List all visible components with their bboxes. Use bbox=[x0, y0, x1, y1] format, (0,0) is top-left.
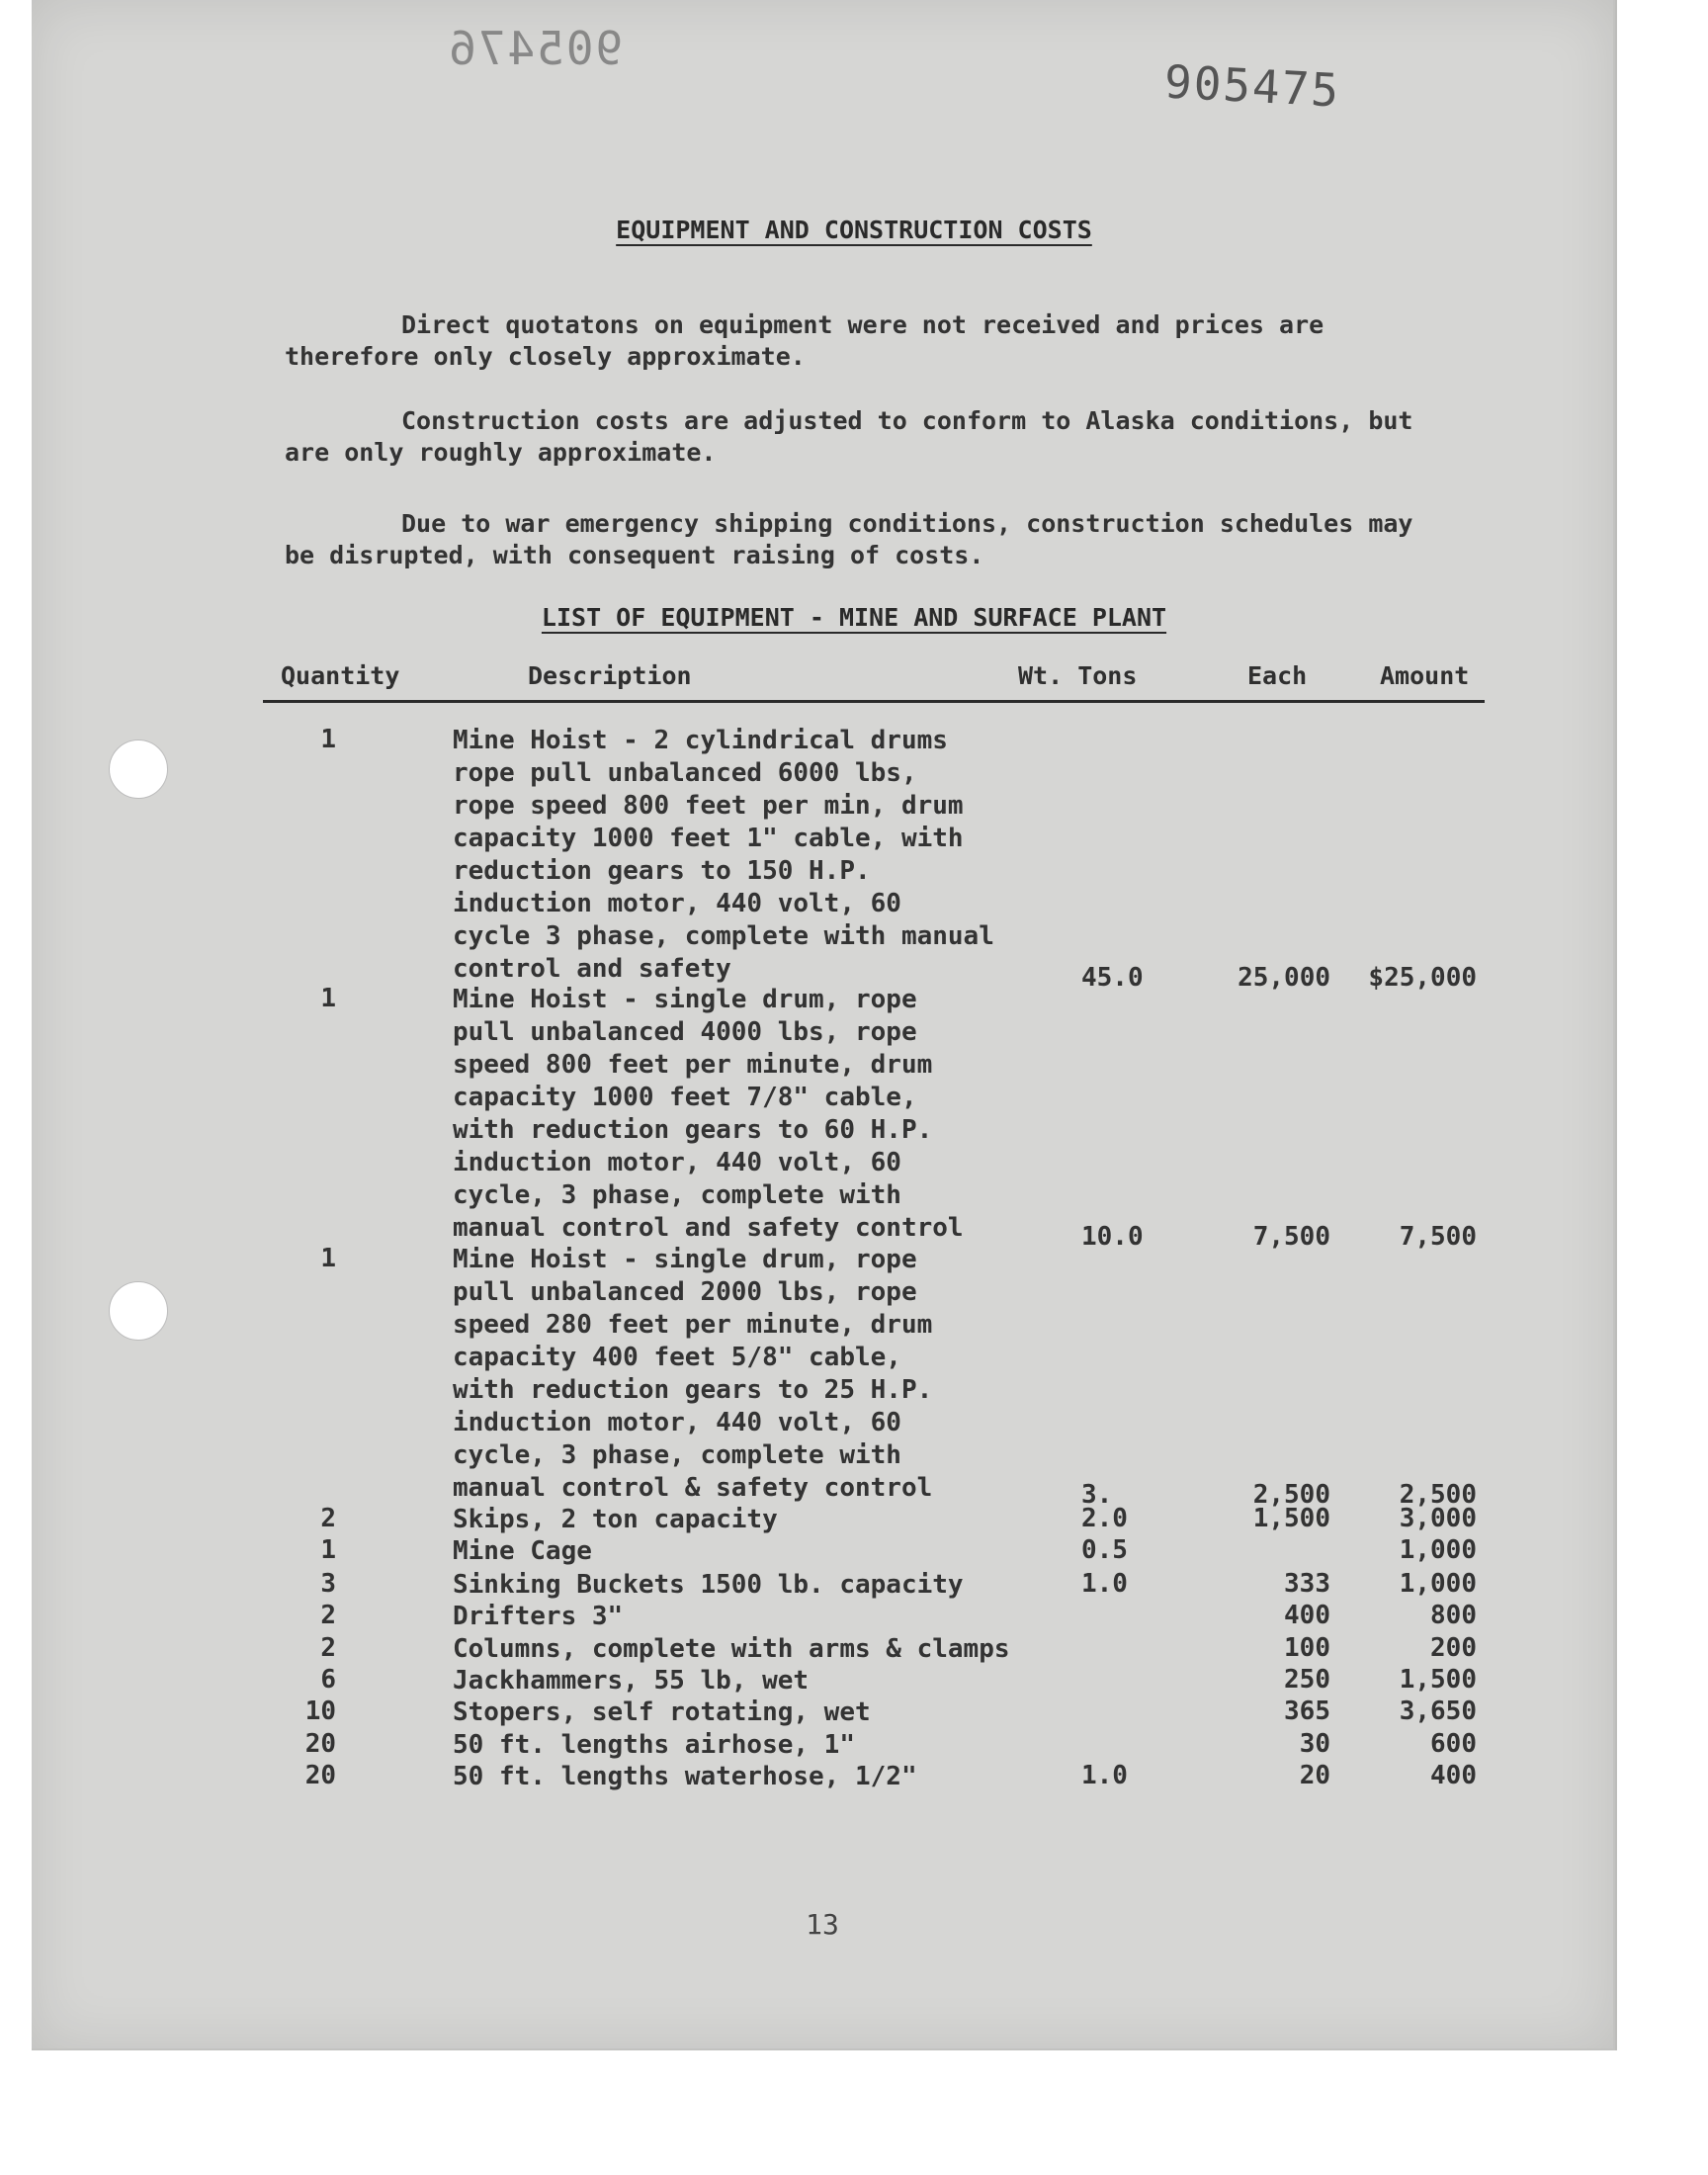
item-weight: 3. bbox=[1081, 1480, 1113, 1510]
item-each-price: 250 bbox=[1284, 1665, 1330, 1695]
item-quantity: 6 bbox=[320, 1665, 336, 1695]
item-description: Stopers, self rotating, wet bbox=[453, 1697, 871, 1727]
item-weight: 1.0 bbox=[1081, 1761, 1128, 1790]
item-amount: 1,500 bbox=[1399, 1665, 1477, 1695]
item-description: Mine Hoist - single drum, rope pull unbalanced 4000 lbs, rope speed 800 feet per minute, drum capacity 1000 feet 7/8" cable, with reduction gears to 60 H.P. induction motor, 440 volt, 60 cycle, 3 phase, complete with manual control and safety control bbox=[453, 985, 964, 1243]
item-description: Jackhammers, 55 lb, wet bbox=[453, 1666, 810, 1696]
item-each-price: 365 bbox=[1284, 1696, 1330, 1726]
item-description: Mine Hoist - 2 cylindrical drums rope pull unbalanced 6000 lbs, rope speed 800 feet per min, drum capacity 1000 feet 1" cable, with reduction gears to 150 H.P. induction motor, 440 volt, 60 cycle 3 phase, complete with manual control and safety bbox=[453, 726, 994, 984]
list-title: LIST OF EQUIPMENT - MINE AND SURFACE PLANT bbox=[541, 603, 1167, 632]
item-weight: 1.0 bbox=[1081, 1569, 1128, 1599]
item-quantity: 1 bbox=[320, 1244, 336, 1273]
header-amount: Amount bbox=[1380, 661, 1470, 690]
item-amount: 400 bbox=[1430, 1761, 1477, 1790]
item-each-price: 25,000 bbox=[1238, 963, 1330, 993]
item-amount: 3,650 bbox=[1399, 1696, 1477, 1726]
item-weight: 0.5 bbox=[1081, 1535, 1128, 1565]
item-quantity: 1 bbox=[320, 725, 336, 754]
header-each: Each bbox=[1247, 661, 1308, 690]
item-amount: 2,500 bbox=[1399, 1480, 1477, 1510]
item-quantity: 1 bbox=[320, 1535, 336, 1565]
binder-hole-top bbox=[109, 740, 168, 799]
item-amount: 800 bbox=[1430, 1601, 1477, 1630]
item-amount: 600 bbox=[1430, 1729, 1477, 1759]
item-each-price: 1,500 bbox=[1252, 1504, 1330, 1533]
item-quantity: 20 bbox=[304, 1729, 336, 1759]
item-description: Columns, complete with arms & clamps bbox=[453, 1634, 1010, 1664]
item-each-price: 20 bbox=[1299, 1761, 1330, 1790]
paragraph-construction bbox=[285, 405, 1441, 469]
page-title: EQUIPMENT AND CONSTRUCTION COSTS bbox=[616, 216, 1092, 244]
header-quantity: Quantity bbox=[281, 661, 400, 690]
item-weight: 2.0 bbox=[1081, 1504, 1128, 1533]
item-description: Mine Hoist - single drum, rope pull unbalanced 2000 lbs, rope speed 280 feet per minute, drum capacity 400 feet 5/8" cable, with reduction gears to 25 H.P. induction motor, 440 volt, 60 cycle, 3 phase, complete with manual control & safety control bbox=[453, 1245, 933, 1503]
item-amount: 7,500 bbox=[1399, 1222, 1477, 1252]
item-description: Drifters 3" bbox=[453, 1602, 624, 1631]
paragraph-quotations bbox=[285, 309, 1441, 373]
item-quantity: 2 bbox=[320, 1601, 336, 1630]
item-quantity: 2 bbox=[320, 1633, 336, 1663]
paragraph-text: Direct quotatons on equipment were not received and prices are therefore only closely approximate. bbox=[285, 310, 1324, 371]
item-each-price: 7,500 bbox=[1252, 1222, 1330, 1252]
item-quantity: 20 bbox=[304, 1761, 336, 1790]
item-amount: 1,000 bbox=[1399, 1535, 1477, 1565]
item-each-price: 100 bbox=[1284, 1633, 1330, 1663]
page-number: 13 bbox=[806, 1908, 839, 1941]
item-each-price: 30 bbox=[1299, 1729, 1330, 1759]
item-quantity: 2 bbox=[320, 1504, 336, 1533]
paragraph-shipping bbox=[285, 508, 1441, 571]
item-description: 50 ft. lengths airhose, 1" bbox=[453, 1730, 855, 1760]
item-weight: 10.0 bbox=[1081, 1222, 1144, 1252]
item-amount: 3,000 bbox=[1399, 1504, 1477, 1533]
item-amount: 1,000 bbox=[1399, 1569, 1477, 1599]
item-quantity: 3 bbox=[320, 1569, 336, 1599]
paragraph-text: Construction costs are adjusted to conform to Alaska conditions, but are only roughly approximate. bbox=[285, 406, 1413, 467]
item-amount: 200 bbox=[1430, 1633, 1477, 1663]
item-weight: 45.0 bbox=[1081, 963, 1144, 993]
item-each-price: 400 bbox=[1284, 1601, 1330, 1630]
item-description: 50 ft. lengths waterhose, 1/2" bbox=[453, 1762, 917, 1791]
item-quantity: 1 bbox=[320, 984, 336, 1013]
binder-hole-bottom bbox=[109, 1281, 168, 1341]
item-description: Sinking Buckets 1500 lb. capacity bbox=[453, 1570, 964, 1600]
header-description: Description bbox=[528, 661, 692, 690]
item-amount: $25,000 bbox=[1368, 963, 1477, 993]
stamp-number: 905475 bbox=[1162, 54, 1342, 118]
header-rule bbox=[263, 700, 1485, 703]
mirrored-stamp-number: 905476 bbox=[447, 22, 624, 75]
header-weight: Wt. Tons bbox=[1018, 661, 1138, 690]
item-description: Skips, 2 ton capacity bbox=[453, 1505, 778, 1534]
item-description: Mine Cage bbox=[453, 1536, 592, 1566]
item-each-price: 2,500 bbox=[1252, 1480, 1330, 1510]
item-quantity: 10 bbox=[304, 1696, 336, 1726]
paragraph-text: Due to war emergency shipping conditions, construction schedules may be disrupted, with consequent raising of costs. bbox=[285, 509, 1413, 569]
item-each-price: 333 bbox=[1284, 1569, 1330, 1599]
